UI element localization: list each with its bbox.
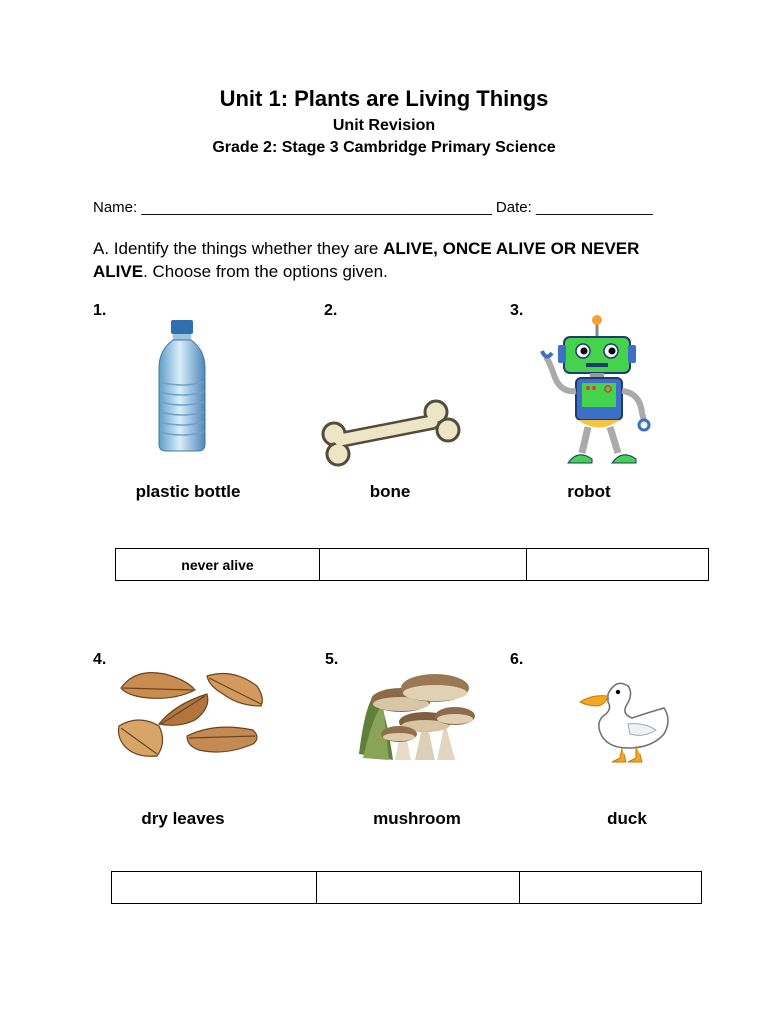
mushroom-icon bbox=[355, 664, 477, 762]
robot-icon bbox=[538, 313, 656, 471]
duck-icon bbox=[578, 674, 674, 766]
instructions-text: A. Identify the things whether they are bbox=[93, 239, 384, 258]
answer-table-row2 bbox=[111, 871, 702, 904]
dry-leaves-icon bbox=[115, 664, 267, 762]
name-field[interactable]: __________________________________________ bbox=[141, 199, 492, 216]
answer-table-row1 bbox=[115, 548, 709, 581]
item-number-2: 2. bbox=[324, 302, 338, 319]
item-label-3: robot bbox=[567, 482, 611, 501]
item-label-2: bone bbox=[369, 482, 411, 501]
page-title: Unit 1: Plants are Living Things bbox=[219, 86, 549, 111]
answer-cell-5[interactable] bbox=[317, 872, 520, 904]
plastic-bottle-icon bbox=[155, 320, 209, 452]
answer-cell-4[interactable] bbox=[112, 872, 317, 904]
item-number-6: 6. bbox=[510, 651, 524, 668]
course-title: Grade 2: Stage 3 Cambridge Primary Science bbox=[212, 139, 556, 156]
item-label-4: dry leaves bbox=[141, 809, 225, 828]
date-label: Date: bbox=[495, 199, 532, 216]
answer-cell-3[interactable] bbox=[527, 549, 709, 581]
instructions-options: ALIVE, ONCE ALIVE OR NEVER ALIVE bbox=[93, 239, 640, 281]
instructions bbox=[93, 237, 693, 283]
item-label-6: duck bbox=[607, 809, 647, 828]
answer-cell-6[interactable] bbox=[520, 872, 702, 904]
item-label-1: plastic bottle bbox=[135, 482, 241, 501]
bone-icon bbox=[320, 400, 462, 470]
page-subtitle: Unit Revision bbox=[332, 117, 436, 134]
item-label-5: mushroom bbox=[373, 809, 461, 828]
answer-cell-2[interactable] bbox=[320, 549, 527, 581]
item-number-5: 5. bbox=[325, 651, 339, 668]
item-number-3: 3. bbox=[510, 302, 524, 319]
item-number-1: 1. bbox=[93, 302, 107, 319]
instructions-suffix: . Choose from the options given. bbox=[143, 262, 388, 281]
name-label: Name: bbox=[93, 199, 138, 216]
answer-cell-1[interactable]: never alive bbox=[116, 549, 320, 581]
item-number-4: 4. bbox=[93, 651, 107, 668]
name-date-line bbox=[93, 199, 653, 216]
date-field[interactable]: ______________ bbox=[535, 199, 653, 216]
